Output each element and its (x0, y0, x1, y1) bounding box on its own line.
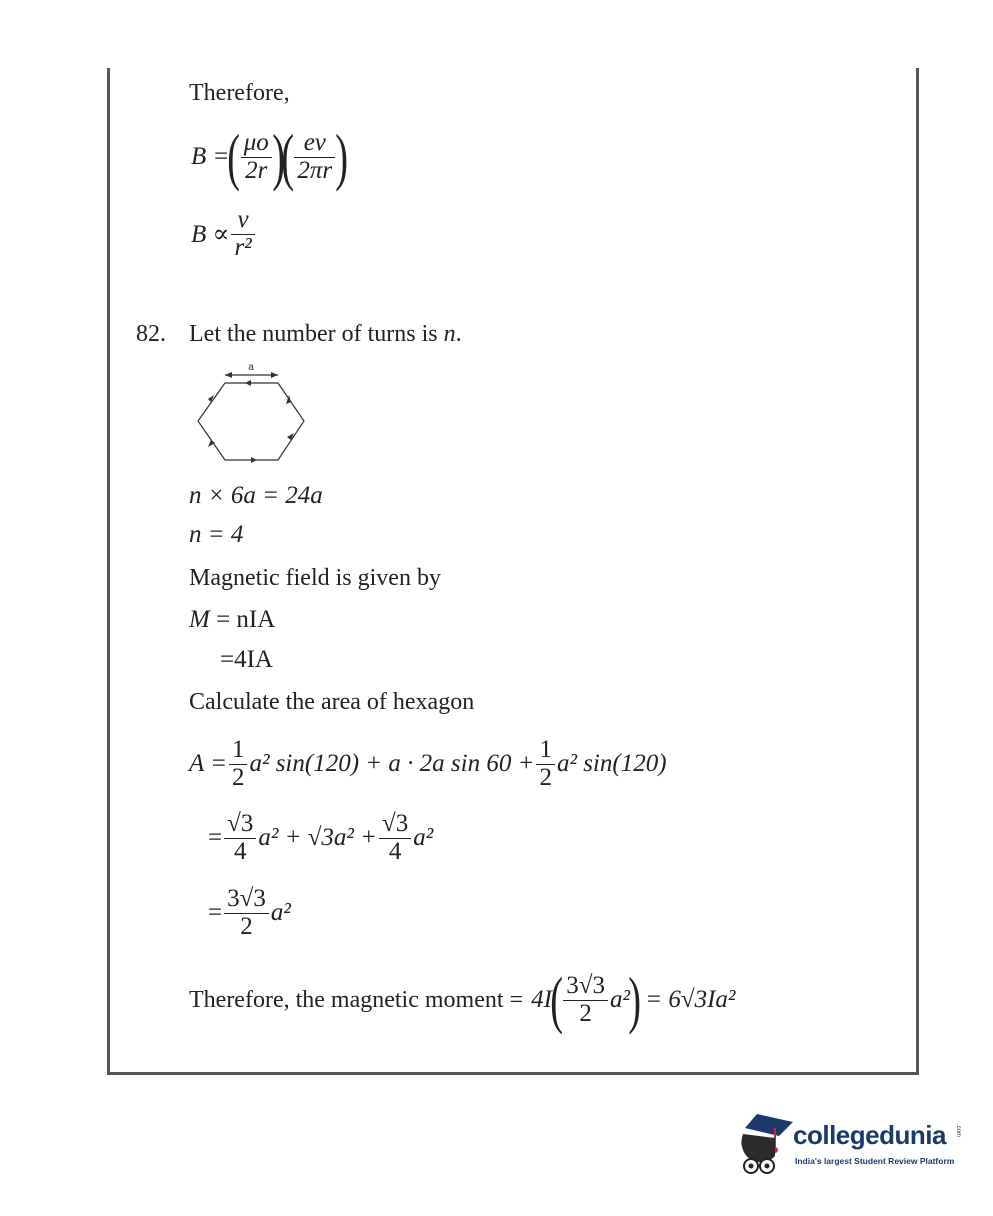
moment-result: = 6√3Ia² (645, 986, 736, 1013)
area-lhs: A = (189, 750, 227, 777)
eq2-lhs: B ∝ (191, 221, 230, 248)
fraction-denominator: 4 (388, 837, 402, 865)
fraction-numerator: 1 (229, 737, 248, 764)
fraction-numerator: 3√3 (224, 886, 269, 913)
paren-open-1: ( (227, 121, 241, 192)
brand-tagline: India's largest Student Review Platform (795, 1156, 955, 1166)
equation-magnetic-moment (189, 960, 735, 1040)
fraction-numerator: 3√3 (563, 973, 608, 1000)
fraction-root3-over-4 (224, 811, 256, 865)
area-term2: a² sin(120) (556, 750, 667, 777)
fraction-denominator: 2 (240, 912, 253, 940)
moment-a2: a² (609, 986, 630, 1013)
equation-area-line3 (208, 880, 291, 946)
fraction-root3-over-4-b (379, 811, 411, 865)
area-term1: a² sin(120) + a · 2a sin 60 + (249, 750, 535, 777)
paren-open-2: ( (281, 121, 295, 192)
fraction-numerator: ev (294, 130, 335, 157)
fraction-mu-over-2r (241, 130, 272, 184)
moment-coefficient: 4I (531, 986, 552, 1013)
line2-end: a² (413, 824, 434, 851)
fraction-numerator: √3 (224, 811, 256, 838)
dimension-label: a (248, 362, 254, 373)
equation-n-value: n = 4 (189, 521, 244, 548)
fraction-half-2 (536, 737, 555, 791)
intro-variable: n (443, 321, 456, 347)
fraction-denominator: 2 (231, 763, 245, 791)
line3-equals: = (208, 899, 223, 926)
intro-text: Let the number of turns is (189, 321, 438, 347)
paren-close-1: ) (272, 121, 285, 192)
fraction-half (229, 737, 248, 791)
equation-b-field (191, 121, 349, 192)
equation-area-line2 (208, 805, 433, 871)
hexagon-diagram (190, 358, 320, 468)
fraction-ev-over-2pir (294, 130, 335, 184)
intro-line (189, 321, 462, 348)
mascot-icon (735, 1108, 797, 1180)
equation-moment-line2: =4IA (220, 646, 273, 673)
fraction-v-over-r2 (231, 207, 254, 261)
current-arrow-bottom (251, 457, 257, 463)
current-arrow-top-left (208, 395, 214, 402)
current-arrow-bottom-left (208, 440, 215, 447)
line2-mid: a² + √3a² + (258, 824, 378, 851)
eq1-lhs: B = (191, 143, 230, 170)
fraction-denominator: 2 (579, 999, 592, 1027)
fraction-numerator: √3 (379, 811, 411, 838)
equation-moment (189, 606, 275, 634)
equation-turns: n × 6a = 24a (189, 482, 323, 509)
area-text: Calculate the area of hexagon (189, 689, 475, 715)
current-arrow-top (245, 380, 251, 386)
fraction-numerator: v (231, 207, 254, 234)
hexagon-outline (198, 383, 304, 460)
fraction-3root3-over-2 (224, 886, 269, 940)
field-text: Magnetic field is given by (189, 565, 441, 591)
fraction-numerator: μo (241, 130, 272, 157)
fraction-denominator: 4 (233, 837, 247, 865)
brand-name: collegedunia (793, 1120, 946, 1150)
fraction-denominator: 2r (245, 156, 268, 184)
intro-period: . (455, 321, 462, 347)
paren-close-2: ) (335, 121, 349, 192)
fraction-denominator: 2 (539, 763, 552, 791)
fraction-moment (563, 973, 608, 1027)
line2-equals: = (208, 824, 223, 851)
equation-area (189, 735, 667, 793)
fraction-numerator: 1 (536, 737, 555, 764)
collegedunia-logo (735, 1108, 965, 1188)
therefore-label: Therefore, (189, 80, 290, 106)
brand-dotcom: .com (955, 1124, 961, 1138)
moment-text: Therefore, the magnetic moment = (189, 986, 524, 1013)
paren-open-3: ( (550, 964, 563, 1035)
paren-close-3: ) (628, 964, 642, 1035)
question-number: 82. (136, 321, 166, 347)
line3-end: a² (270, 899, 291, 926)
fraction-denominator: 2πr (297, 156, 333, 184)
dimension-arrow-left (225, 372, 232, 378)
m-lhs: M (189, 606, 210, 633)
equation-proportional (191, 202, 257, 266)
m-rhs: = nIA (216, 606, 276, 633)
dimension-arrow-right (271, 372, 278, 378)
fraction-denominator: r² (234, 233, 252, 261)
